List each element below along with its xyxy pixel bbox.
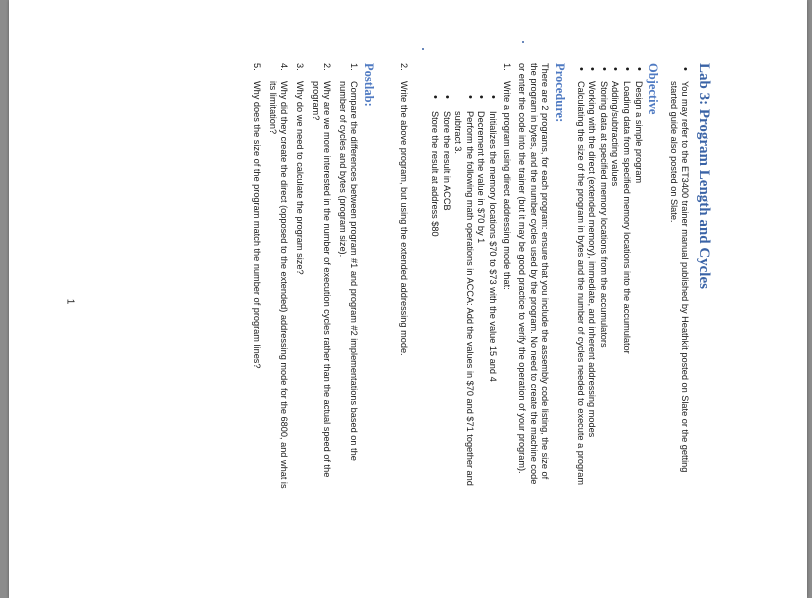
document-page <box>9 0 807 598</box>
objective-heading: Objective <box>646 63 661 115</box>
scan-speck <box>522 41 524 43</box>
postlab-item <box>336 63 360 493</box>
step-sub-item: • Store the result in ACCB <box>440 111 452 493</box>
objective-item: • Design a simple program <box>632 81 644 493</box>
objective-item: • Calculating the size of the program in bytes and the number of cycles needed to execute a program <box>574 81 586 493</box>
objective-item: • Working with the direct (extended memory), immediate, and inherent addressing modes <box>586 81 598 493</box>
intro-item: • You may refer to the ET3400 trainer manual published by Heathkit posted on Slate or the getting started guide also posted on Slate. <box>667 81 690 493</box>
postlab-text: Why does the size of the program match the number of program lines? <box>252 81 263 369</box>
page-title: Lab 3: Program Length and Cycles <box>696 63 712 289</box>
postlab-item <box>309 63 333 493</box>
objective-list <box>574 63 644 493</box>
postlab-item <box>293 63 305 493</box>
rotated-content <box>69 63 712 493</box>
postlab-text: Why did they create the direct (opposed to the extended) addressing mode for the 6800, and what is its limitation? <box>267 81 290 489</box>
step-text: Write a program using direct addressing mode that: <box>501 81 512 290</box>
step-number: 2. <box>398 63 409 71</box>
objective-item: • Adding/subtracting values <box>609 81 621 493</box>
postlab-number: 5. <box>252 63 263 71</box>
step-sub-item: • Store the result at address $80 <box>429 111 441 493</box>
step-sub-item: • Decrement the value in $70 by 1 <box>475 111 487 493</box>
postlab-item <box>251 63 263 493</box>
postlab-item <box>266 63 290 493</box>
postlab-list <box>251 63 360 493</box>
procedure-step <box>429 63 512 493</box>
postlab-number: 1. <box>349 63 360 71</box>
objective-item: • Storing data at specified memory locations from the accumulators <box>597 81 609 493</box>
postlab-number: 4. <box>279 63 290 71</box>
step-sub-item: • Initializes the memory locations $70 to $73 with the value 15 and 4 <box>487 111 499 493</box>
postlab-text: Why do we need to calculate the program size? <box>294 81 305 275</box>
postlab-number: 3. <box>294 63 305 71</box>
postlab-heading: Postlab: <box>361 63 376 107</box>
postlab-number: 2. <box>322 63 333 71</box>
scan-speck <box>422 48 424 50</box>
procedure-step <box>397 63 409 493</box>
step-sub-item: • Perform the following math operations in ACCA: Add the values in $70 and $71 together and subtract 3. <box>452 111 475 493</box>
procedure-heading: Procedure: <box>553 63 568 123</box>
postlab-text: Compare the differences between program #1 and program #2 implementations based on the number of cycles and bytes (program size). <box>337 81 360 461</box>
objective-item: • Loading data from specified memory locations into the accumulator <box>620 81 632 493</box>
postlab-text: Why are we more interested in the number of execution cycles rather than the actual speed of the program? <box>310 81 333 478</box>
step-number: 1. <box>501 63 512 71</box>
page-number: 1 <box>64 298 76 305</box>
intro-list <box>667 63 690 493</box>
procedure-steps <box>397 63 512 493</box>
step-text: Write the above program, but using the extended addressing mode. <box>398 81 409 356</box>
step-sub-list <box>429 81 499 493</box>
procedure-text: There are 2 programs, for each program: ensure that you include the assembly code listing, the size of the program in bytes, and the number cycles used by the program. No need to create the machine code or enter the code into the trainer (but it may be good practice to verify the operation of your program). <box>517 63 551 485</box>
